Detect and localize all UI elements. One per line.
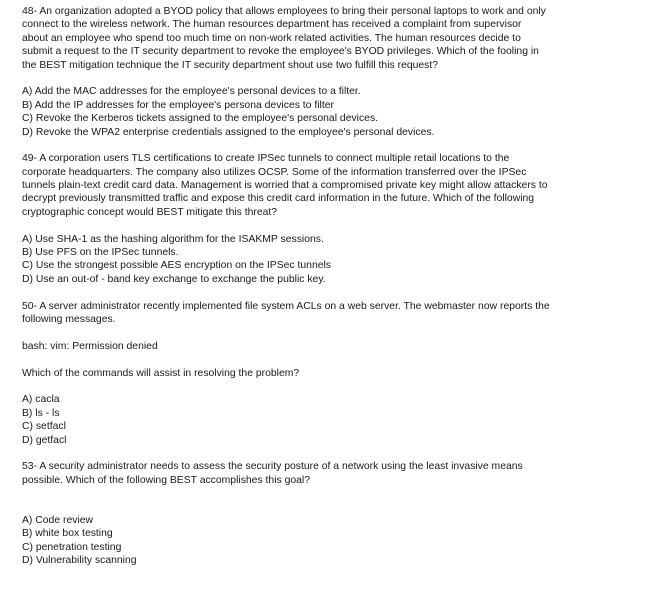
- answer-option-a: A) Use SHA-1 as the hashing algorithm for the ISAKMP sessions.: [22, 233, 324, 245]
- stem-line: 49- A corporation users TLS certifications to create IPSec tunnels to connect multiple retail locations to the: [22, 153, 510, 165]
- stem-line: 50- A server administrator recently implemented file system ACLs on a web server. The webmaster now reports the: [22, 300, 550, 312]
- stem-line: tunnels plain-text credit card data. Management is worried that a compromised private key might allow attackers to: [22, 180, 548, 192]
- question-stem: [22, 152, 632, 219]
- document-page: [22, 5, 632, 567]
- question-53: [22, 460, 632, 567]
- answer-option-a: A) cacla: [22, 394, 60, 406]
- stem-line: decrypt previously transmitted traffic and expose this credit card information in the future. Which of the following: [22, 193, 535, 205]
- stem-line: connect to the wireless network. The human resources department has received a complaint from supervisor: [22, 19, 522, 31]
- answer-option-b: B) white box testing: [22, 528, 113, 540]
- stem-line: submit a request to the IT security department to revoke the employee's BYOD privileges. Which of the fooling in: [22, 46, 539, 58]
- error-message: bash: vim: Permission denied: [22, 340, 158, 352]
- stem-line: possible. Which of the following BEST accomplishes this goal?: [22, 474, 311, 486]
- answer-options: [22, 514, 632, 568]
- question-stem: [22, 5, 632, 72]
- answer-option-c: C) setfacl: [22, 421, 66, 433]
- question-49: [22, 152, 632, 286]
- answer-option-a: A) Add the MAC addresses for the employee's personal devices to a filter.: [22, 86, 361, 98]
- answer-option-d: D) getfacl: [22, 434, 67, 446]
- answer-option-a: A) Code review: [22, 514, 94, 526]
- answer-options: [22, 393, 632, 447]
- stem-line: corporate headquarters. The company also utilizes OCSP. Some of the information transferred over the IPSec: [22, 166, 527, 178]
- stem-line: 53- A security administrator needs to assess the security posture of a network using the least invasive means: [22, 461, 523, 473]
- stem-line: cryptographic concept would BEST mitigate this threat?: [22, 206, 278, 218]
- answer-option-c: C) penetration testing: [22, 541, 122, 553]
- answer-option-d: D) Vulnerability scanning: [22, 555, 137, 567]
- answer-option-c: C) Use the strongest possible AES encryption on the IPSec tunnels: [22, 260, 332, 272]
- answer-option-b: B) ls - ls: [22, 407, 60, 419]
- answer-option-d: D) Revoke the WPA2 enterprise credentials assigned to the employee's personal devices.: [22, 126, 435, 138]
- stem-line: the BEST mitigation technique the IT security department shout use two fulfill this request?: [22, 59, 439, 71]
- stem-line: following messages.: [22, 313, 116, 325]
- answer-option-d: D) Use an out-of - band key exchange to exchange the public key.: [22, 273, 326, 285]
- stem-line: 48- An organization adopted a BYOD policy that allows employees to bring their personal laptops to work and only: [22, 6, 546, 17]
- answer-option-b: B) Add the IP addresses for the employee's persona devices to filter: [22, 99, 334, 111]
- question-stem: [22, 300, 632, 327]
- question-50: [22, 300, 632, 447]
- question-48: [22, 5, 632, 139]
- answer-option-b: B) Use PFS on the IPSec tunnels.: [22, 247, 179, 259]
- answer-options: [22, 85, 632, 139]
- answer-options: [22, 233, 632, 287]
- question-prompt: Which of the commands will assist in resolving the problem?: [22, 367, 300, 379]
- answer-option-c: C) Revoke the Kerberos tickets assigned to the employee's personal devices.: [22, 113, 379, 125]
- question-stem: [22, 460, 632, 487]
- stem-line: about an employee who spend too much time on non-work related activities. The human resources decide to: [22, 32, 521, 44]
